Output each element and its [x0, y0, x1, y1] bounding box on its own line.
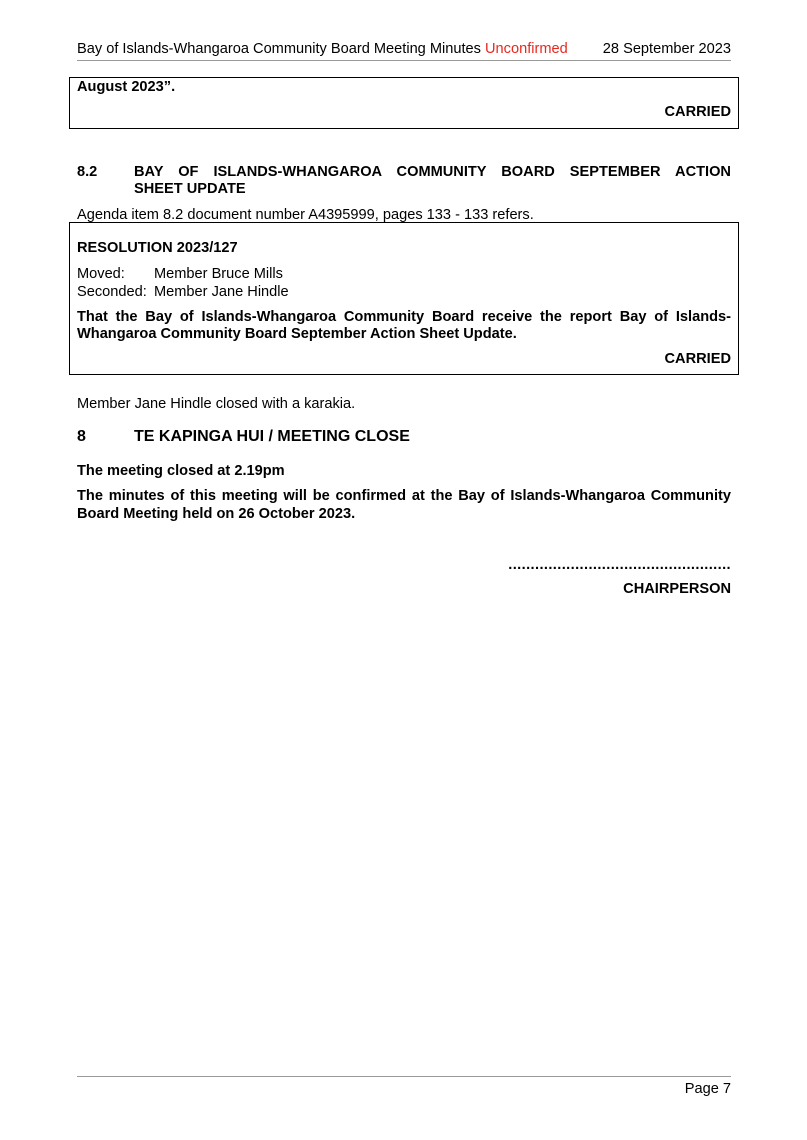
previous-resolution-outcome: CARRIED — [664, 104, 731, 120]
moved-value: Member Bruce Mills — [154, 266, 283, 282]
page-header — [77, 38, 731, 60]
closing-karakia: Member Jane Hindle closed with a karakia. — [77, 396, 356, 412]
page-number: Page 7 — [684, 1081, 731, 1097]
moved-label: Moved: — [77, 266, 125, 282]
heading-word: OF — [178, 164, 199, 180]
item-8-heading: TE KAPINGA HUI / MEETING CLOSE — [134, 428, 410, 445]
header-status: Unconfirmed — [485, 41, 568, 57]
heading-word: COMMUNITY — [396, 164, 487, 180]
header-date: 28 September 2023 — [602, 41, 731, 57]
footer-divider — [77, 1076, 731, 1077]
resolution-text-line1: That the Bay of Islands-Whangaroa Community Board receive the report Bay of Islands- — [77, 309, 731, 325]
seconded-value: Member Jane Hindle — [154, 284, 289, 300]
item-8-2-number: 8.2 — [77, 164, 98, 180]
confirm-line1: The minutes of this meeting will be confirmed at the Bay of Islands-Whangaroa Community — [77, 488, 731, 504]
item-8-2-heading-line2: SHEET UPDATE — [134, 181, 246, 197]
heading-word: ISLANDS-WHANGAROA — [213, 164, 382, 180]
header-title: Bay of Islands-Whangaroa Community Board Meeting Minutes — [77, 41, 481, 57]
heading-word: BAY — [134, 164, 164, 180]
resolution-text-line2: Whangaroa Community Board September Action Sheet Update. — [77, 326, 517, 342]
item-8-2-heading-line1 — [134, 163, 731, 181]
header-divider — [77, 60, 731, 61]
chairperson-label: CHAIRPERSON — [623, 581, 731, 597]
item-8-2-agenda-ref: Agenda item 8.2 document number A4395999, pages 133 - 133 refers. — [77, 207, 534, 223]
item-8-number: 8 — [77, 428, 86, 445]
seconded-label: Seconded: — [77, 284, 147, 300]
resolution-title: RESOLUTION 2023/127 — [77, 240, 238, 256]
heading-word: BOARD — [501, 164, 555, 180]
resolution-outcome: CARRIED — [664, 351, 731, 367]
confirm-line2: Board Meeting held on 26 October 2023. — [77, 506, 356, 522]
meeting-closed-time: The meeting closed at 2.19pm — [77, 463, 285, 479]
signature-line: .................................................. — [508, 557, 731, 573]
heading-word: SEPTEMBER — [569, 164, 661, 180]
heading-word: ACTION — [675, 164, 731, 180]
previous-resolution-tail: August 2023”. — [77, 79, 176, 95]
